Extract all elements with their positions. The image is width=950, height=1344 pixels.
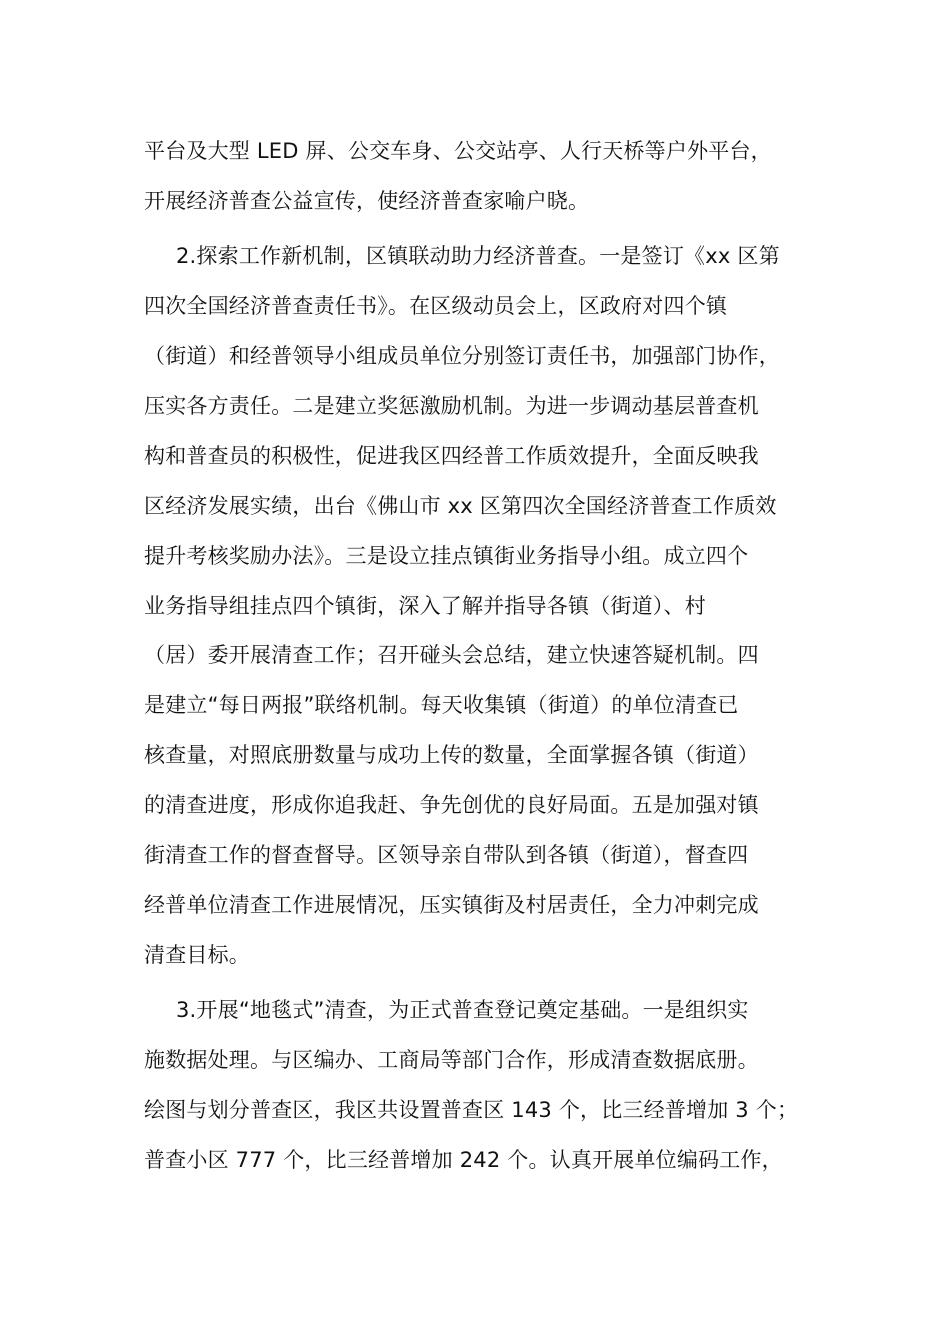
text-line: 构和普查员的积极性，促进我区四经普工作质效提升，全面反映我 bbox=[144, 444, 759, 468]
text-line: 提升考核奖励办法》。三是设立挂点镇街业务指导小组。成立四个 bbox=[144, 544, 749, 568]
text-line: 区经济发展实绩，出台《佛山市 xx 区第四次全国经济普查工作质效 bbox=[144, 494, 777, 518]
text-line: 核查量，对照底册数量与成功上传的数量，全面掌握各镇（街道） bbox=[144, 743, 759, 767]
text-line: 平台及大型 LED 屏、公交车身、公交站亭、人行天桥等户外平台， bbox=[144, 139, 772, 163]
text-line: 清查目标。 bbox=[144, 943, 250, 967]
text-line: 压实各方责任。二是建立奖惩激励机制。为进一步调动基层普查机 bbox=[144, 394, 759, 418]
text-line: （居）委开展清查工作；召开碰头会总结，建立快速答疑机制。四 bbox=[144, 643, 759, 667]
paragraph-3-heading-line: 3.开展“地毯式”清查，为正式普查登记奠定基础。一是组织实 bbox=[176, 998, 749, 1022]
text-line: 施数据处理。与区编办、工商局等部门合作，形成清查数据底册。 bbox=[144, 1048, 759, 1072]
text-line: 是建立“每日两报”联络机制。每天收集镇（街道）的单位清查已 bbox=[144, 693, 739, 717]
paragraph-2-heading-line: 2.探索工作新机制，区镇联动助力经济普查。一是签订《xx 区第 bbox=[176, 244, 780, 268]
text-line: 四次全国经济普查责任书》。在区级动员会上，区政府对四个镇 bbox=[144, 294, 728, 318]
text-line: 普查小区 777 个，比三经普增加 242 个。认真开展单位编码工作， bbox=[144, 1148, 783, 1172]
text-line: 业务指导组挂点四个镇街，深入了解并指导各镇（街道）、村 bbox=[144, 594, 706, 618]
text-line: 经普单位清查工作进展情况，压实镇街及村居责任，全力冲刺完成 bbox=[144, 893, 759, 917]
text-line: 街清查工作的督查督导。区领导亲自带队到各镇（街道），督查四 bbox=[144, 843, 749, 867]
text-line: （街道）和经普领导小组成员单位分别签订责任书，加强部门协作， bbox=[144, 344, 780, 368]
text-line: 开展经济普查公益宣传，使经济普查家喻户晓。 bbox=[144, 189, 590, 213]
text-line: 绘图与划分普查区，我区共设置普查区 143 个，比三经普增加 3 个； bbox=[144, 1098, 799, 1122]
text-line: 的清查进度，形成你追我赶、争先创优的良好局面。五是加强对镇 bbox=[144, 793, 759, 817]
